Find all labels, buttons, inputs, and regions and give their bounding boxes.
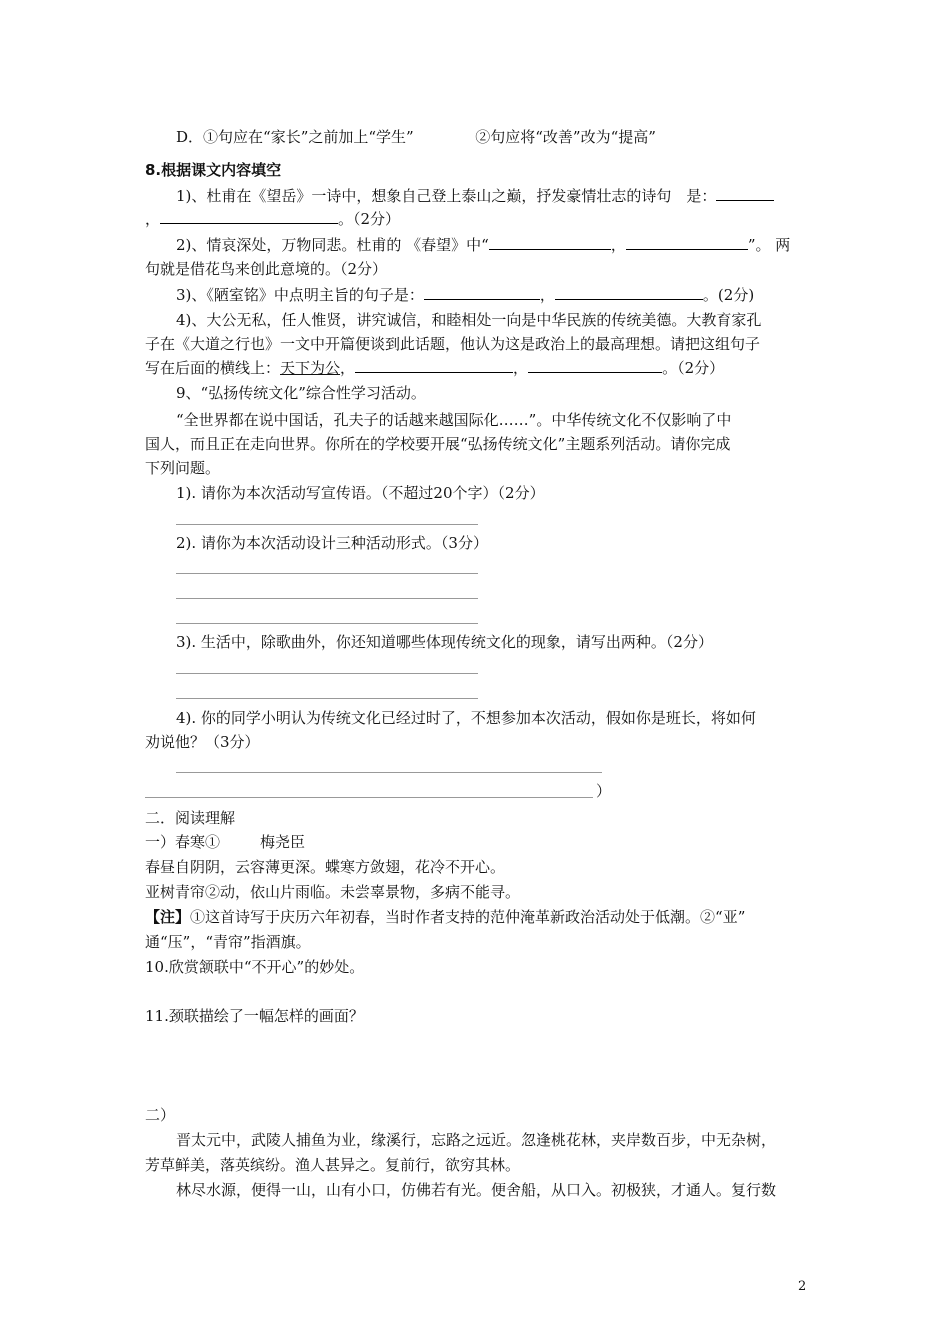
separator: ， [340,359,356,377]
q8-item2-line1 [176,235,790,255]
note-text: ①这首诗写于庆历六年初春，当时作者支持的范仲淹革新政治活动处于低潮。②“亚” [190,908,746,926]
q9-para-line3: 下列问题。 [145,459,221,477]
q8-item2-tail: ”。 两 [747,236,791,254]
poem-line-1: 春昼自阴阴，云容薄更深。蝶寒方敛翅，花冷不开心。 [145,858,506,876]
answer-blank[interactable] [424,285,540,300]
q9-sub2: 2). 请你为本次活动设计三种活动形式。（3分） [176,534,488,552]
q8-item3 [176,285,754,305]
answer-blank[interactable] [716,186,774,201]
answer-line[interactable] [176,698,478,699]
q8-title: 8.根据课文内容填空 [145,161,282,179]
answer-line[interactable] [176,573,478,574]
answer-blank[interactable] [626,235,748,250]
answer-blank[interactable] [528,358,662,373]
q8-item1-text: 1)、杜甫在《望岳》一诗中，想象自己登上泰山之巅，抒发豪情壮志的诗句 是： [176,187,717,205]
option-d-text [176,127,656,147]
poem-note-line1 [145,907,745,927]
q8-item1-score: 。（2分） [338,210,401,228]
answer-line[interactable] [145,797,593,798]
q8-item2-line2: 句就是借花鸟来创此意境的。（2分） [145,260,388,278]
poem-title-line [145,832,305,852]
q8-item3-score: 。(2分) [702,286,755,304]
q8-item1-line1 [176,186,774,206]
separator: ， [513,359,529,377]
poem-line-2: 亚树青帘②动，依山片雨临。未尝辜景物，多病不能寻。 [145,883,521,901]
answer-blank[interactable] [489,235,611,250]
q8-item1-line2 [145,209,400,229]
q8-item4-line1: 4)、大公无私，任人惟贤，讲究诚信，和睦相处一向是中华民族的传统美德。大教育家孔 [176,311,762,329]
q8-item4-line2: 子在《大道之行也》一文中开篇便谈到此话题，他认为这是政治上的最高理想。请把这组句子 [145,335,761,353]
separator: ， [145,210,161,228]
q8-item4-score: 。（2分） [662,359,725,377]
q8-item4-prompt: 写在后面的横线上： [145,359,281,377]
q8-item4-line3 [145,358,724,378]
poem-author: 梅尧臣 [260,833,306,851]
answer-blank[interactable] [355,358,513,373]
answer-blank[interactable] [555,285,703,300]
prose-line-1: 晋太元中，武陵人捕鱼为业，缘溪行，忘路之远近。忽逢桃花林，夹岸数百步，中无杂树， [176,1131,777,1149]
q9-sub4-line2: 劝说他？（3分） [145,733,260,751]
q9-title: 9、“弘扬传统文化”综合性学习活动。 [176,384,426,402]
poem-note-line2: 通“压”，“青帘”指酒旗。 [145,933,311,951]
answer-line[interactable] [176,524,478,525]
separator: ， [610,236,626,254]
section-2-heading: 二） [145,1106,176,1124]
question-10: 10.欣赏颔联中“不开心”的妙处。 [145,958,365,976]
page-number: 2 [798,1279,807,1294]
q8-item2-text: 2)、情哀深处，万物同悲。杜甫的 《春望》中“ [176,236,489,254]
underlined-given-phrase: 天下为公 [280,359,341,377]
q9-para-line1: “全世界都在说中国话，孔夫子的话越来越国际化……”。中华传统文化不仅影响了中 [176,411,732,429]
q9-sub4-line1: 4). 你的同学小明认为传统文化已经过时了，不想参加本次活动，假如你是班长，将如何 [176,709,756,727]
q9-sub1: 1). 请你为本次活动写宣传语。（不超过20个字）（2分） [176,484,545,502]
answer-line[interactable] [176,772,602,773]
prose-line-3: 林尽水源，便得一山，山有小口，仿佛若有光。便舍船，从口入。初极狭，才通人。复行数 [176,1181,777,1199]
answer-line[interactable] [176,623,478,624]
prose-line-2: 芳草鲜美，落英缤纷。渔人甚异之。复前行，欲穷其林。 [145,1156,521,1174]
option-d-part2: ②句应将“改善”改为“提高” [475,128,656,146]
answer-line[interactable] [176,673,478,674]
section-heading-reading: 二．阅读理解 [145,809,236,827]
closing-paren: ） [596,782,612,800]
q9-para-line2: 国人，而且正在走向世界。你所在的学校要开展“弘扬传统文化”主题系列活动。请你完成 [145,435,731,453]
poem-title: 一）春寒① [145,833,221,851]
separator: ， [539,286,555,304]
answer-blank[interactable] [160,209,338,224]
question-11: 11.颈联描绘了一幅怎样的画面？ [145,1007,364,1025]
note-tag: 【注】 [145,908,191,926]
option-d-part1: D．①句应在“家长”之前加上“学生” [176,128,414,146]
q9-sub3: 3). 生活中，除歌曲外，你还知道哪些体现传统文化的现象，请写出两种。（2分） [176,633,713,651]
q8-item3-text: 3)、《陋室铭》中点明主旨的句子是： [176,286,424,304]
answer-line[interactable] [176,598,478,599]
